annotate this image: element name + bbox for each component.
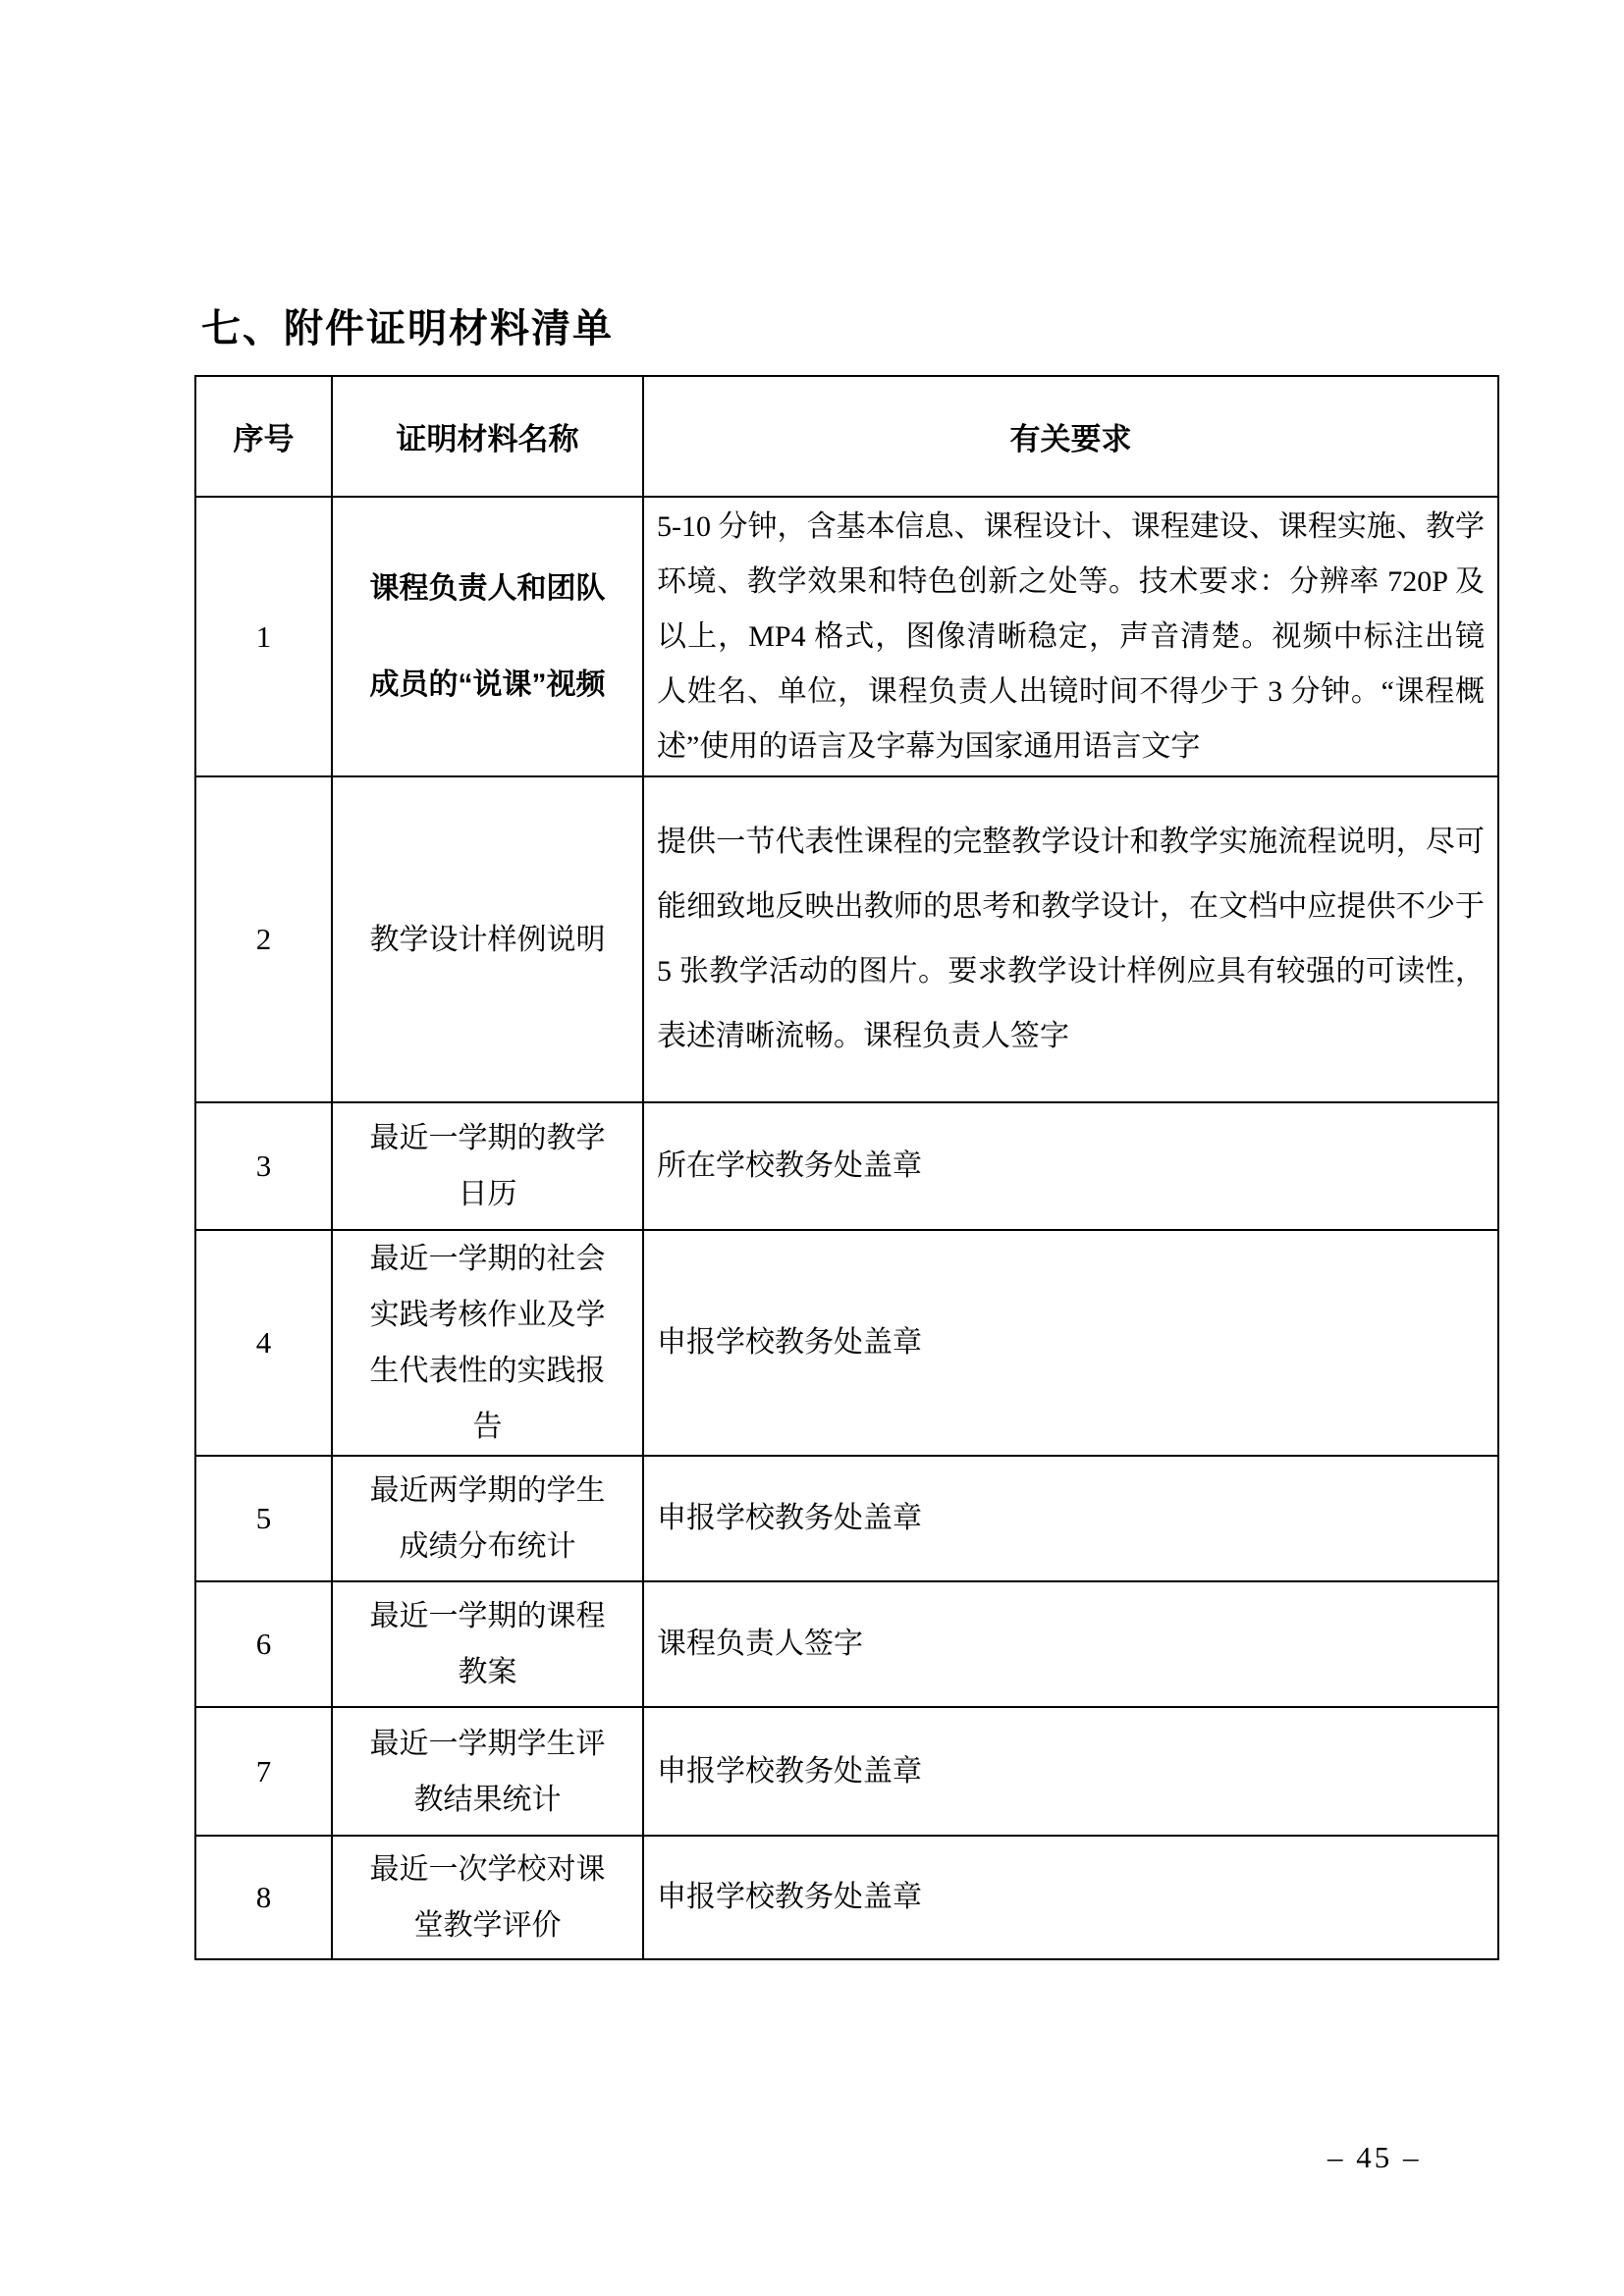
column-header-requirements: 有关要求 [643,376,1498,497]
material-name: 最近两学期的学生成绩分布统计 [332,1456,643,1581]
material-requirement: 申报学校教务处盖章 [643,1230,1498,1456]
material-name: 最近一学期的课程教案 [332,1581,643,1707]
table-row [195,776,1498,1102]
material-requirement: 提供一节代表性课程的完整教学设计和教学实施流程说明，尽可能细致地反映出教师的思考和教学设计，在文档中应提供不少于 5 张教学活动的图片。要求教学设计样例应具有较强的可读性，表述清晰流畅。课程负责人签字 [643,776,1498,1102]
section-title: 七、附件证明材料清单 [201,307,614,350]
page-number: – 45 – [1327,2140,1422,2174]
material-requirement: 课程负责人签字 [643,1581,1498,1707]
table-row [195,1102,1498,1230]
table-row [195,1707,1498,1836]
row-number: 4 [195,1230,332,1456]
row-number: 1 [195,497,332,776]
material-name: 最近一学期的教学日历 [332,1102,643,1230]
material-name: 教学设计样例说明 [332,776,643,1102]
table-row [195,1230,1498,1456]
material-name: 最近一次学校对课堂教学评价 [332,1836,643,1959]
row-number: 7 [195,1707,332,1836]
column-header-material-name: 证明材料名称 [332,376,643,497]
material-requirement: 申报学校教务处盖章 [643,1456,1498,1581]
table-row [195,497,1498,776]
row-number: 3 [195,1102,332,1230]
material-name: 课程负责人和团队成员的“说课”视频 [332,497,643,776]
row-number: 8 [195,1836,332,1959]
material-requirement: 5-10 分钟，含基本信息、课程设计、课程建设、课程实施、教学环境、教学效果和特色创新之处等。技术要求：分辨率 720P 及以上，MP4 格式，图像清晰稳定，声音清楚。视频中标注出镜人姓名、单位，课程负责人出镜时间不得少于 3 分钟。“课程概述”使用的语言及字幕为国家通用语言文字 [643,497,1498,776]
table-row [195,1836,1498,1959]
row-number: 5 [195,1456,332,1581]
materials-table [194,375,1499,1960]
table-row [195,1456,1498,1581]
table-header-row [195,376,1498,497]
table-row [195,1581,1498,1707]
material-requirement: 所在学校教务处盖章 [643,1102,1498,1230]
column-header-no: 序号 [195,376,332,497]
material-requirement: 申报学校教务处盖章 [643,1707,1498,1836]
material-name: 最近一学期学生评教结果统计 [332,1707,643,1836]
material-requirement: 申报学校教务处盖章 [643,1836,1498,1959]
material-name: 最近一学期的社会实践考核作业及学生代表性的实践报告 [332,1230,643,1456]
row-number: 6 [195,1581,332,1707]
row-number: 2 [195,776,332,1102]
